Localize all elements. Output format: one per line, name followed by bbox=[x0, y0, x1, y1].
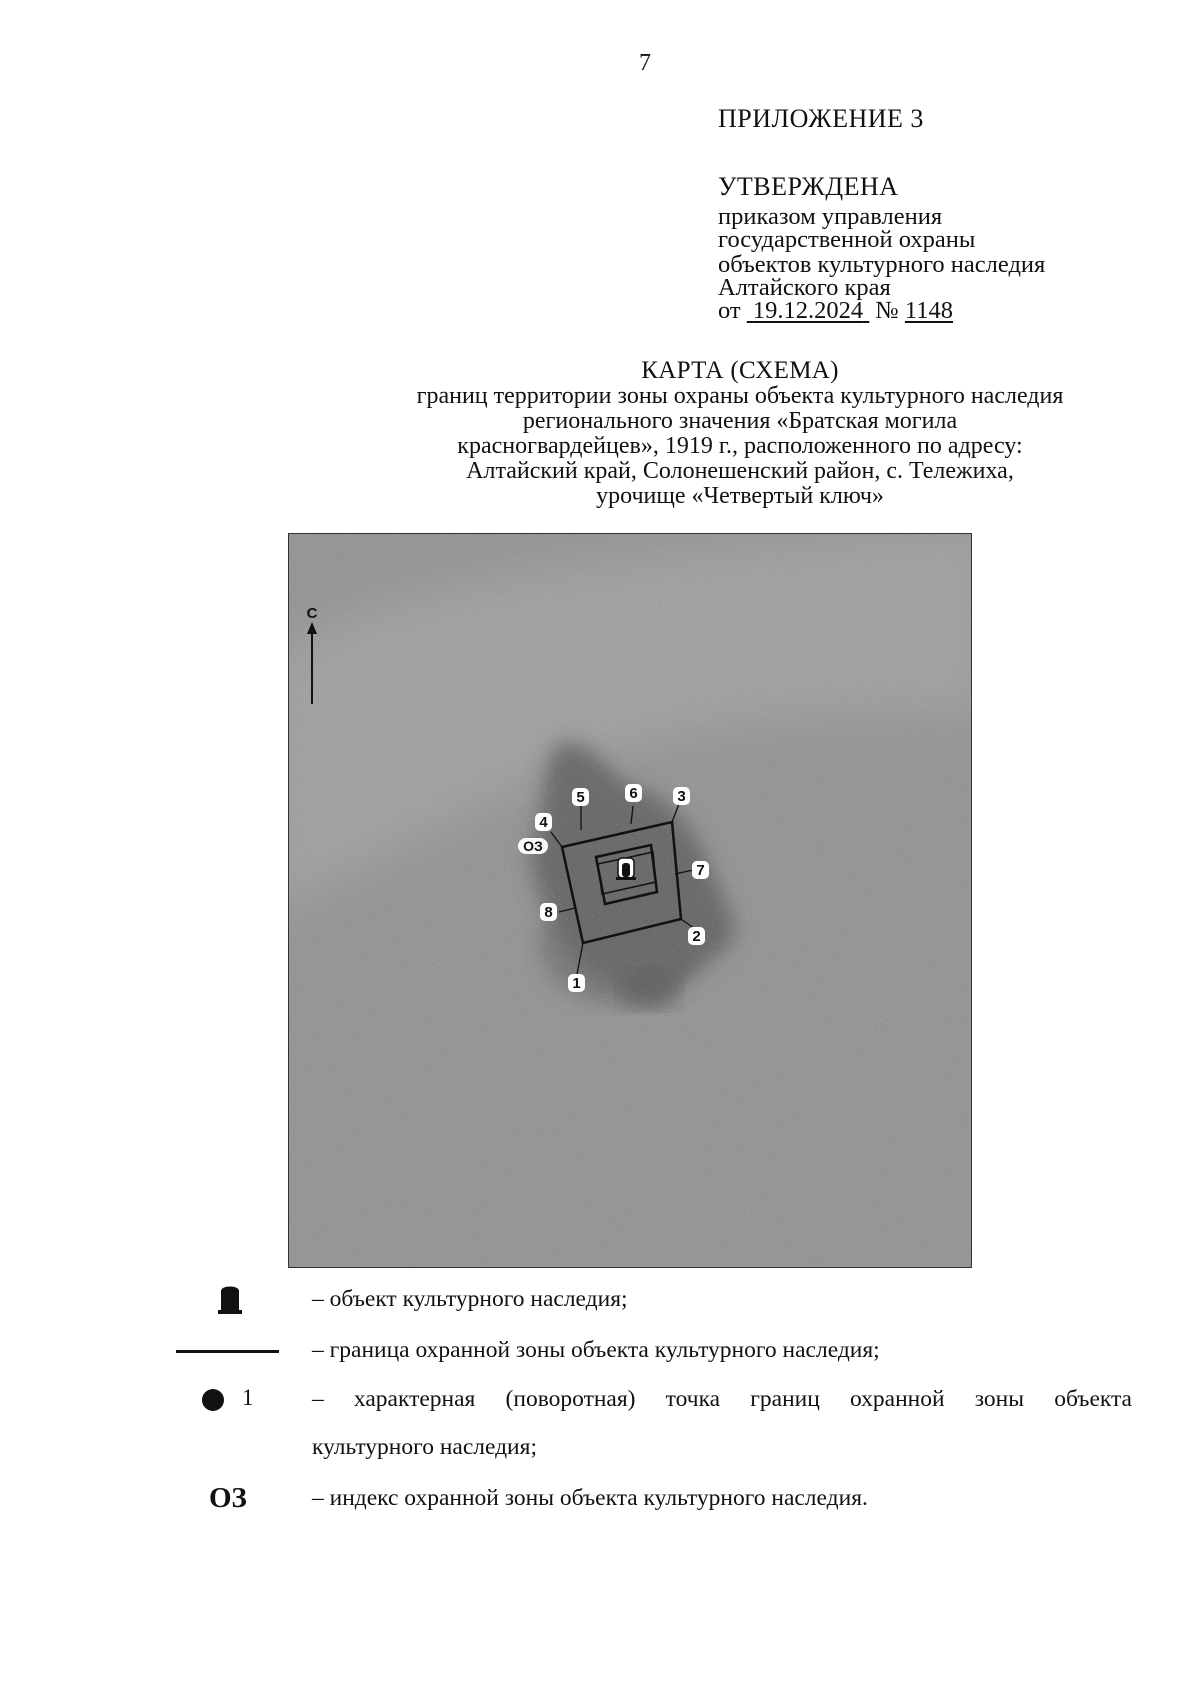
appendix-label: ПРИЛОЖЕНИЕ 3 bbox=[718, 104, 924, 133]
map-grain bbox=[289, 534, 971, 1267]
map-svg bbox=[289, 534, 971, 1267]
svg-text:5: 5 bbox=[576, 789, 585, 806]
approval-order-line: государственной охраны bbox=[718, 226, 976, 253]
map-image bbox=[288, 533, 972, 1268]
legend-zone-index-symbol: ОЗ bbox=[209, 1482, 247, 1514]
svg-text:4: 4 bbox=[539, 814, 548, 831]
legend-boundary-text: – граница охранной зоны объекта культурного наследия; bbox=[312, 1337, 880, 1363]
subtitle-line: регионального значения «Братская могила bbox=[522, 408, 958, 435]
approval-number: 1148 bbox=[904, 297, 953, 324]
legend-zone-index-text: – индекс охранной зоны объекта культурного наследия. bbox=[312, 1485, 868, 1511]
approval-date: 19.12.2024 bbox=[752, 297, 864, 324]
svg-text:6: 6 bbox=[629, 785, 638, 802]
subtitle-line: Алтайский край, Солонешенский район, с. Тележиха, bbox=[466, 458, 1014, 485]
legend-point-text-continued: культурного наследия; bbox=[312, 1434, 537, 1460]
legend-point-symbol-label: 1 bbox=[242, 1385, 254, 1410]
point-label-1 bbox=[568, 974, 585, 992]
point-label-7 bbox=[692, 861, 709, 879]
subtitle-line: красногвардейцев», 1919 г., расположенного по адресу: bbox=[457, 433, 1023, 460]
point-dot-legend-icon bbox=[202, 1389, 224, 1411]
boundary-line-legend-icon bbox=[176, 1350, 279, 1353]
number-sign: № bbox=[875, 297, 899, 324]
svg-text:3: 3 bbox=[677, 788, 686, 805]
legend-object-text: – объект культурного наследия; bbox=[312, 1286, 628, 1312]
svg-text:8: 8 bbox=[544, 904, 553, 921]
svg-text:1: 1 bbox=[572, 975, 581, 992]
zone-index-label bbox=[518, 838, 548, 854]
point-label-4 bbox=[535, 813, 552, 831]
approval-order-line: Алтайского края bbox=[718, 274, 891, 301]
heritage-object-legend-icon bbox=[218, 1282, 242, 1319]
point-label-3 bbox=[673, 787, 690, 805]
approval-order-line: объектов культурного наследия bbox=[718, 251, 1046, 278]
approval-order-line: приказом управления bbox=[718, 203, 943, 230]
title-block bbox=[210, 358, 1200, 509]
point-label-2 bbox=[688, 927, 705, 945]
point-label-8 bbox=[540, 903, 557, 921]
subtitle-line: границ территории зоны охраны объекта культурного наследия bbox=[416, 383, 1064, 410]
svg-text:ОЗ: ОЗ bbox=[523, 838, 543, 854]
date-prefix: от bbox=[718, 297, 741, 324]
legend-point-text: – характерная (поворотная) точка границ охранной зоны объекта bbox=[312, 1386, 1132, 1412]
page-number: 7 bbox=[639, 50, 651, 76]
subtitle-line: урочище «Четвертый ключ» bbox=[596, 483, 884, 510]
point-label-5 bbox=[572, 788, 589, 806]
map-title: КАРТА (СХЕМА) bbox=[641, 357, 839, 384]
point-label-6 bbox=[625, 784, 642, 802]
svg-text:2: 2 bbox=[692, 928, 701, 945]
svg-text:7: 7 bbox=[696, 862, 705, 879]
approved-label: УТВЕРЖДЕНА bbox=[718, 172, 899, 201]
heritage-object-symbol bbox=[616, 858, 636, 880]
approval-date-row bbox=[718, 299, 953, 324]
north-label: С bbox=[306, 605, 318, 622]
